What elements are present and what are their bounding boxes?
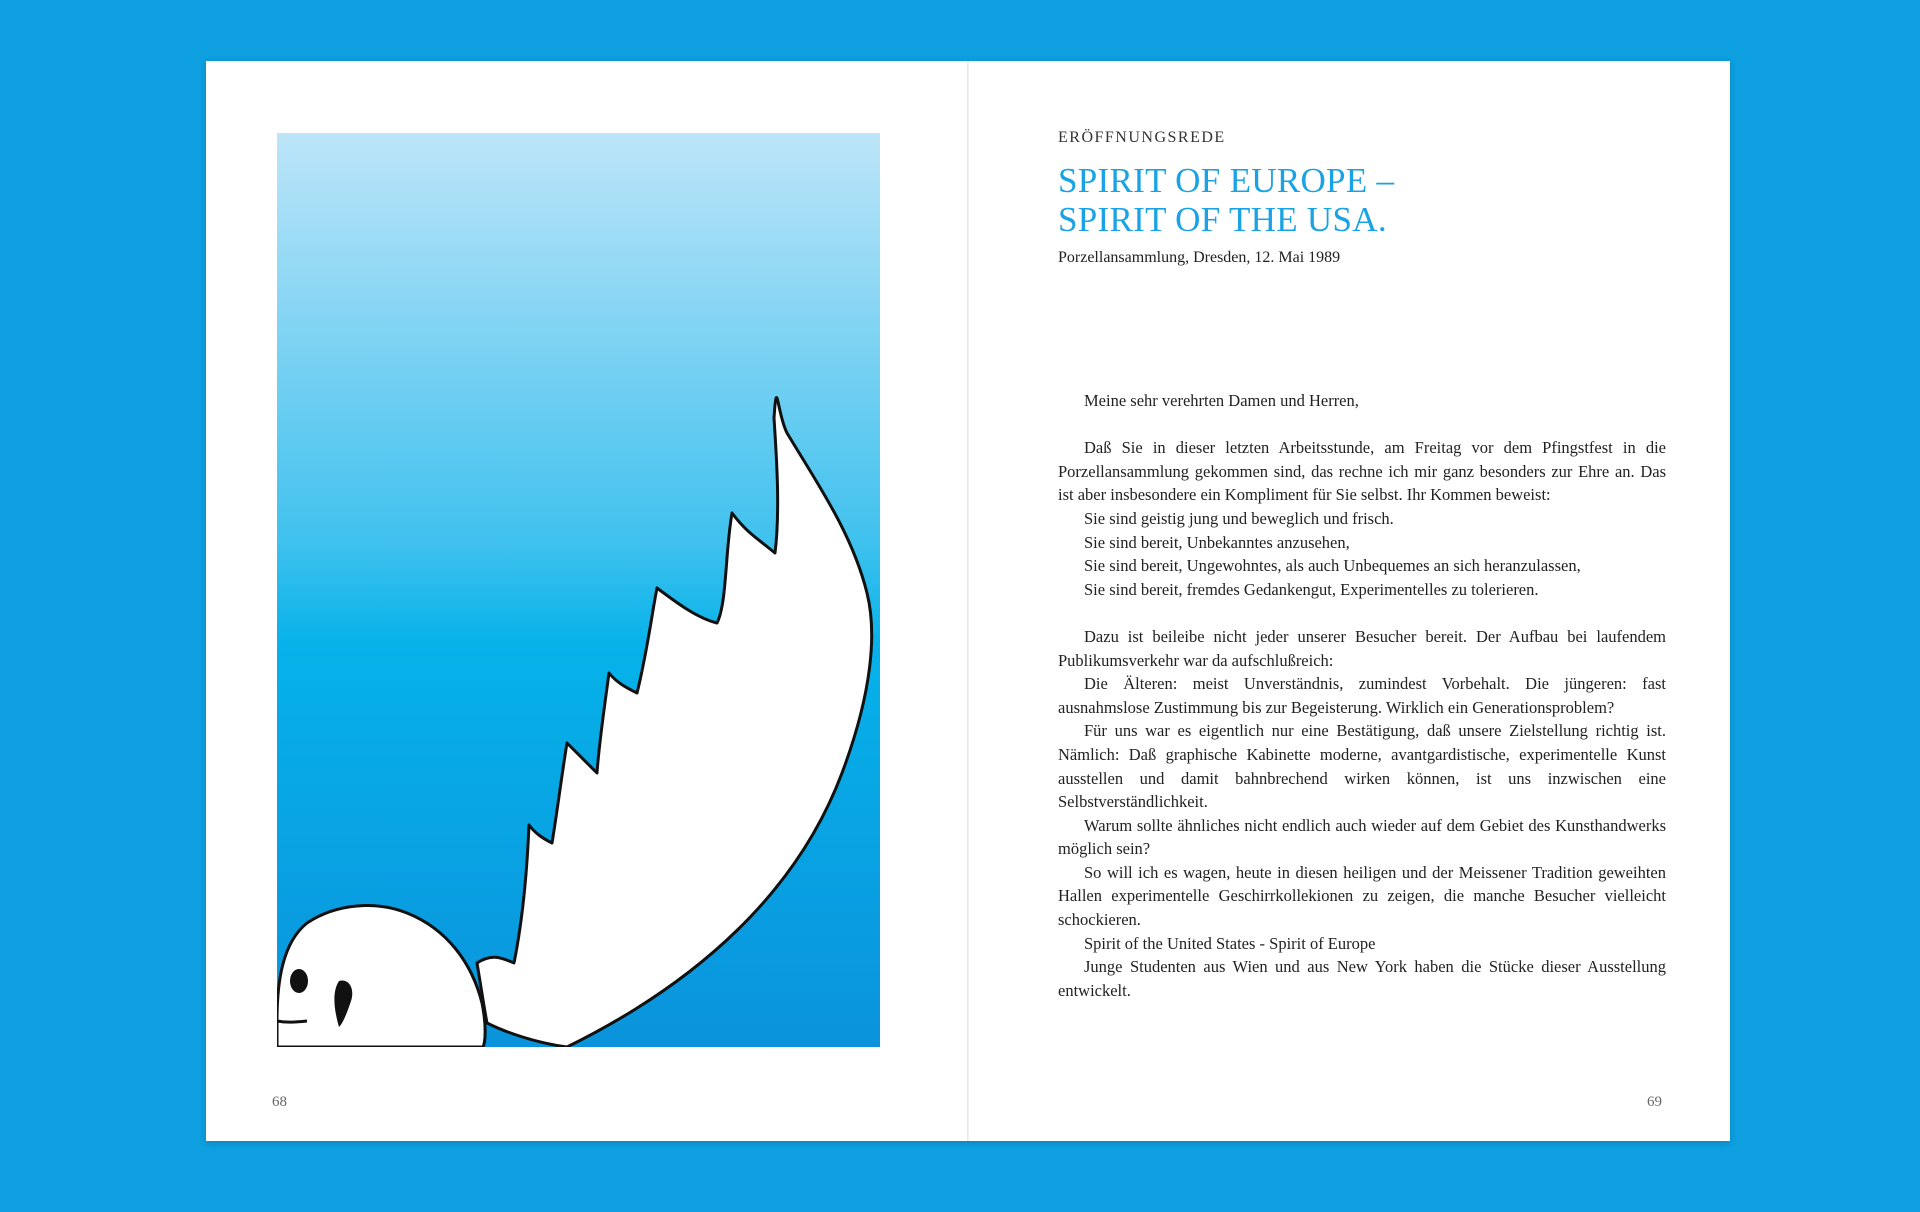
drawing-caption: PAUL | 7 JAHRE (611, 671, 754, 874)
book-spread (206, 61, 1730, 1141)
page-subtitle: Porzellansammlung, Dresden, 12. Mai 1989 (1058, 249, 1341, 266)
child-drawing-illustration (277, 133, 880, 1047)
title-line-1: SPIRIT OF EUROPE – (1058, 161, 1395, 200)
paragraph-7: Spirit of the United States - Spirit of Europe (1084, 933, 1376, 953)
paragraph-8: Junge Studenten aus Wien und aus New York haben die Stücke dieser Ausstellung entwickelt. (1058, 957, 1666, 1000)
page-title (1058, 161, 1394, 239)
page-number-right: 69 (1647, 1094, 1662, 1110)
left-page (206, 61, 968, 1141)
list (1058, 507, 1666, 601)
paragraph-2: Dazu ist beileibe nicht jeder unserer Besucher bereit. Der Aufbau bei laufendem Publikumsverkehr war da aufschlußreich: (1058, 626, 1666, 670)
salutation: Meine sehr verehrten Damen und Herren, (1084, 391, 1359, 410)
paragraph-5: Warum sollte ähnliches nicht endlich auch wieder auf dem Gebiet des Kunsthandwerks möglich sein? (1058, 815, 1666, 859)
paragraph-1: Daß Sie in dieser letzten Arbeitsstunde, am Freitag vor dem Pfingstfest in die Porzellansammlung gekommen sind, das rechne ich mir ganz besonders zur Ehre an. Das ist aber insbesondere ein Kompliment für Sie selbst. Ihr Kommen beweist: (1058, 438, 1666, 505)
list-item: Sie sind bereit, fremdes Gedankengut, Experimentelles zu tolerieren. (1084, 579, 1539, 599)
paragraph-3: Die Älteren: meist Unverständnis, zumindest Vorbehalt. Die jüngeren: fast ausnahmslose Zustimmung bis zur Begeisterung. Wirklich ein Generationsproblem? (1058, 674, 1666, 717)
paragraph-4: Für uns war es eigentlich nur eine Bestätigung, daß unsere Zielstellung richtig ist. Nämlich: Daß graphische Kabinette moderne, avantgardistische, experimentelle Kunst ausstellen und damit bahnbrechend wirken können, ist uns inzwischen eine Selbstverständlichkeit. (1058, 721, 1666, 812)
bird-eye-left (290, 969, 308, 993)
paragraph-6: So will ich es wagen, heute in diesen heiligen und der Meissener Tradition geweihten Hallen experimentelle Geschirrkollekionen zu zeigen, die manche Besucher vielleicht schockieren. (1058, 862, 1666, 930)
list-item: Sie sind geistig jung und beweglich und frisch. (1084, 508, 1394, 528)
bird-outline-lower (277, 1021, 307, 1022)
page-number-left: 68 (272, 1094, 287, 1110)
speech-body (1058, 389, 1666, 1002)
bird-wing-drawing (277, 133, 880, 1047)
list-item: Sie sind bereit, Unbekanntes anzusehen, (1084, 532, 1350, 552)
section-kicker: ERÖFFNUNGSREDE (1058, 129, 1226, 146)
list-item: Sie sind bereit, Ungewohntes, als auch Unbequemes an sich heranzulassen, (1084, 556, 1581, 576)
right-page (969, 61, 1730, 1141)
title-line-2: SPIRIT OF THE USA. (1058, 200, 1387, 239)
